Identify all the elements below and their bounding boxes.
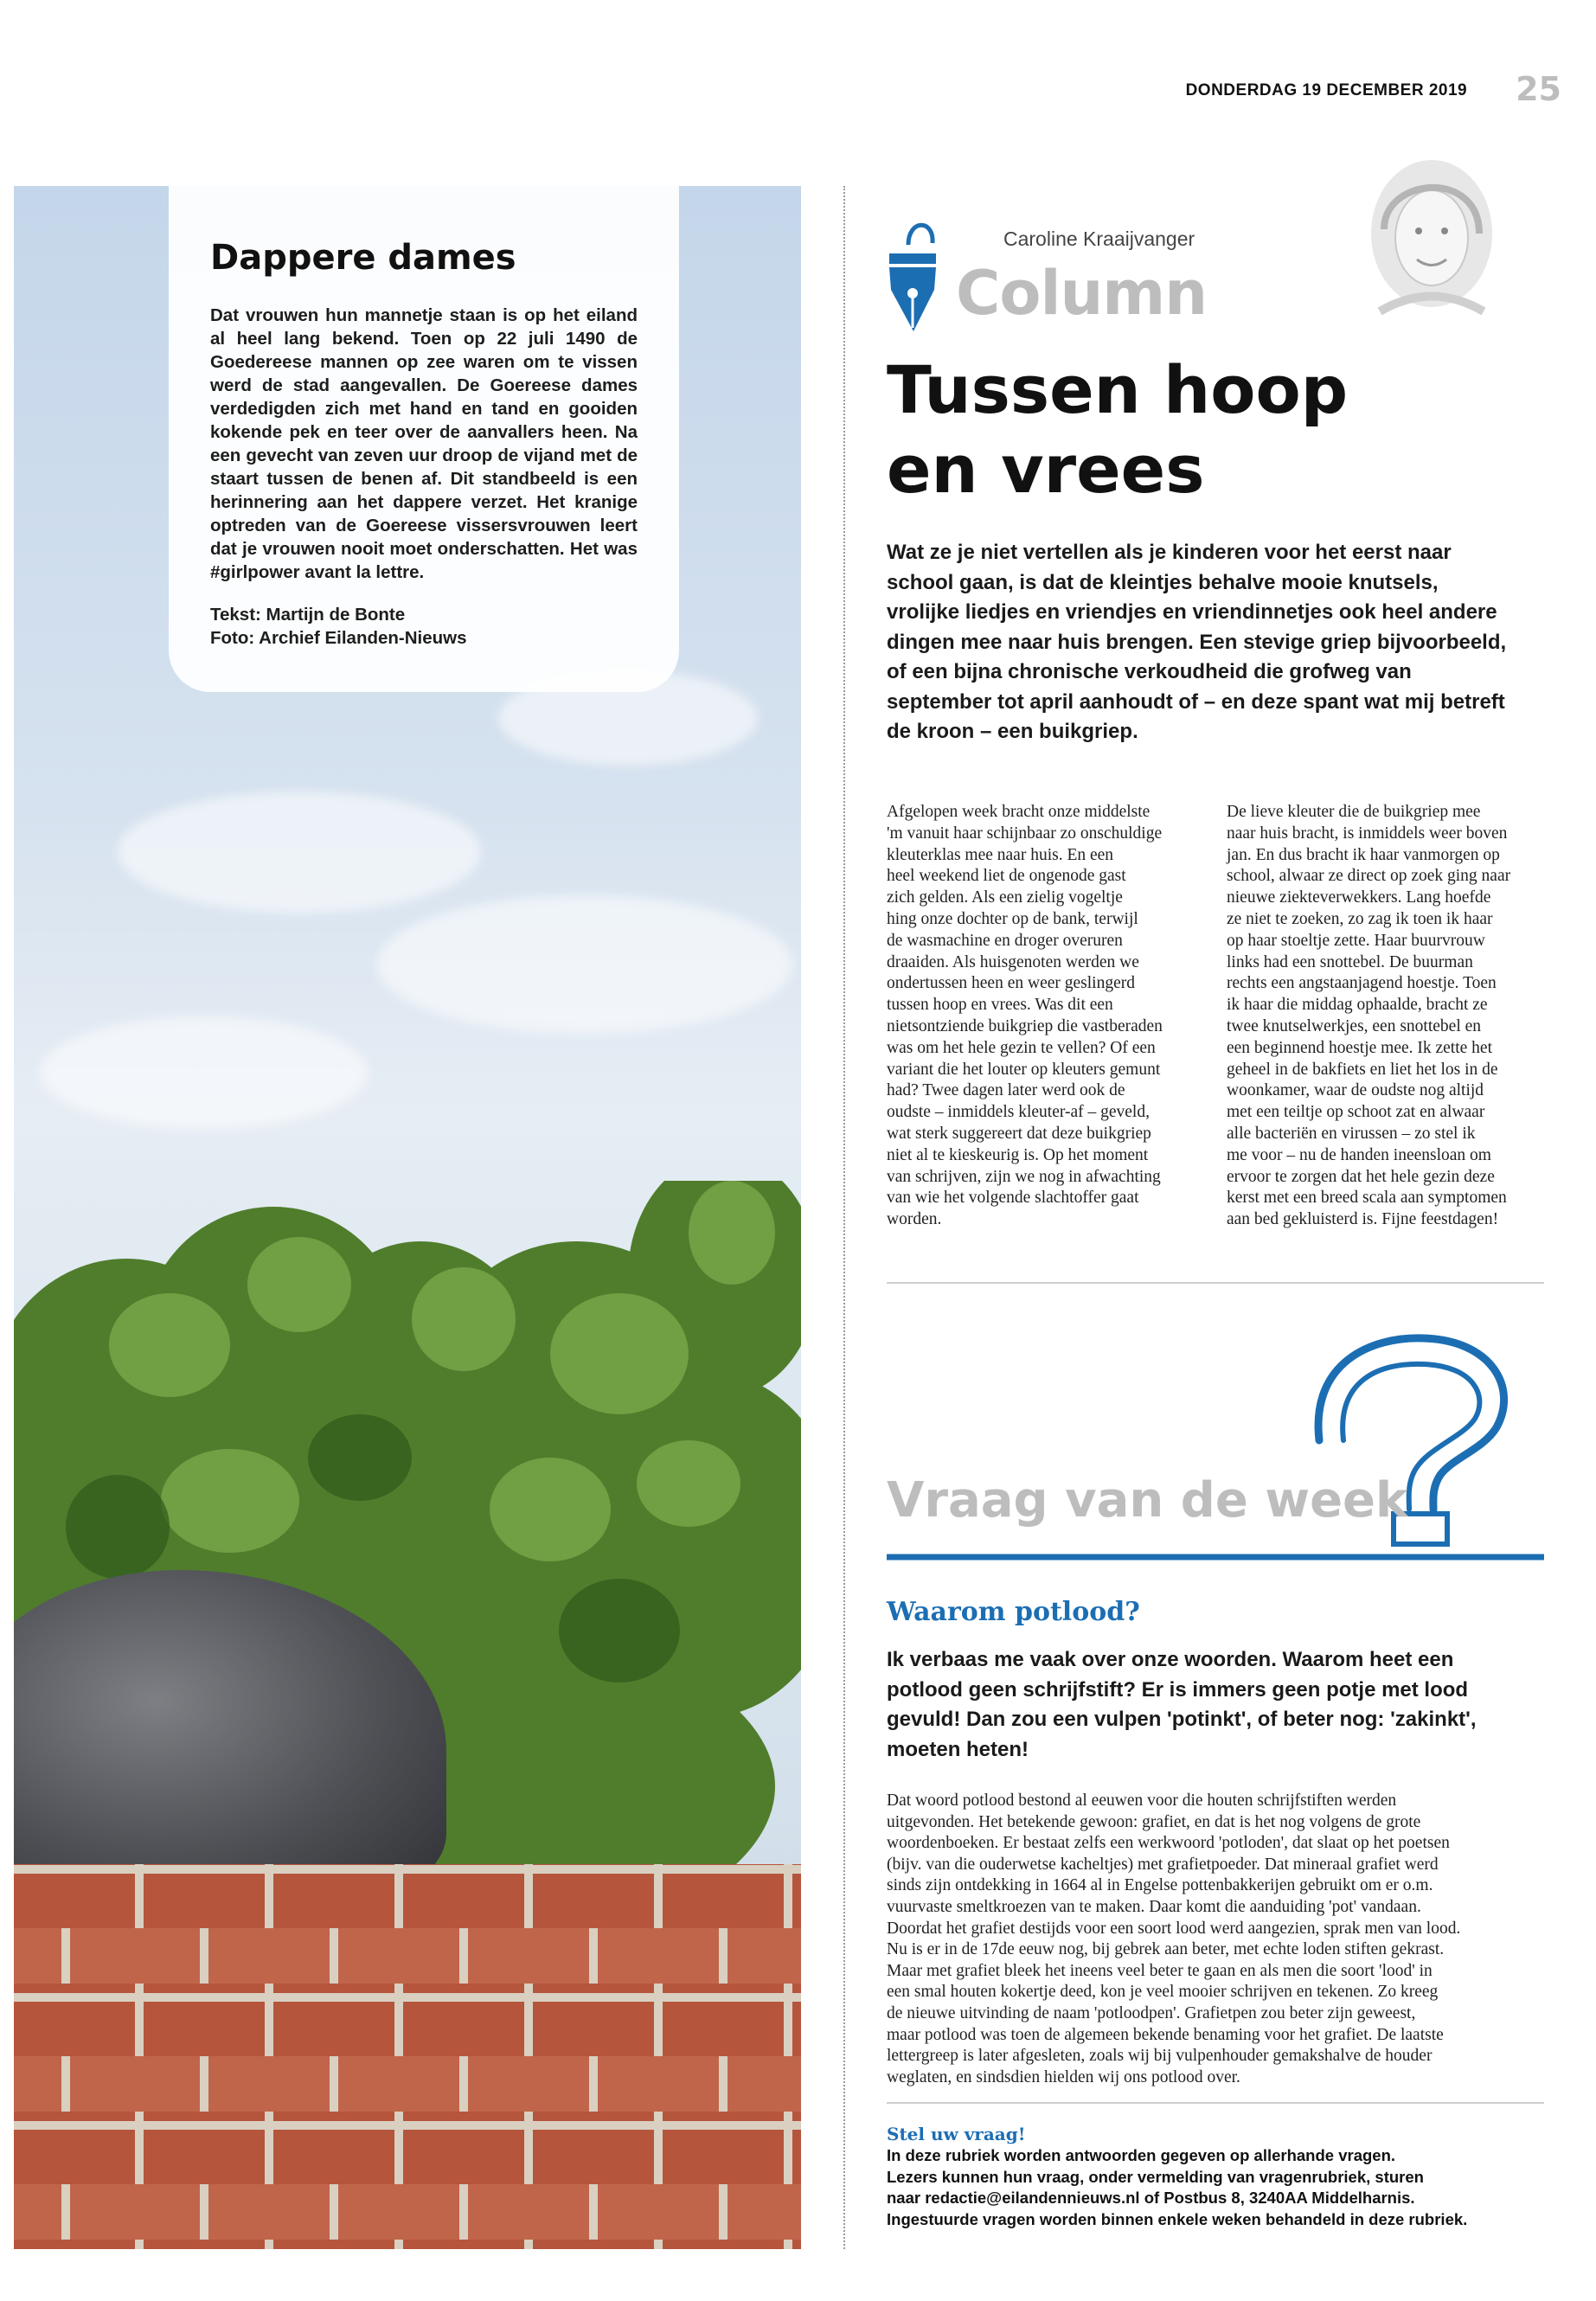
column-body-left: Afgelopen week bracht onze middelste 'm vanuit haar schijnbaar zo onschuldige kleuterklas mee naar huis. En een heel weekend liet de ongenode gast zich gelden. Als een zielig vogeltje hing onze dochter op de bank, terwijl de wasmachine en droger overuren draaiden. Als huisgenoten werden we ondertussen heen en weer geslingerd tussen hoop en vrees. Was dit een nietsontziende buikgriep die vastberaden was om het hele gezin te vellen? Of een variant die het louter op kleuters gemunt had? Twee dagen later werd ook de oudste – inmiddels kleuter-af – geveld, wat sterk suggereert dat deze buikgriep niet al te kieskeurig is. Op het moment van schrijven, zijn we nog in afwachting van wie het volgende slachtoffer gaat worden.: [887, 803, 1163, 1229]
fountain-pen-icon: [882, 210, 943, 340]
submit-question-info: In deze rubriek worden antwoorden gegeven op allerhande vragen. Lezers kunnen hun vraag, onder vermelding van vragenrubriek, sturen naar redactie@eilandennieuws.nl of Postbus 8, 3240AA Middelharnis. Ingestuurde vragen worden binnen enkele weken behandeld in deze rubriek.: [887, 2146, 1468, 2228]
answer-text: Dat woord potlood bestond al eeuwen voor die houten schrijfstiften werden uitgevonden. Het betekende gewoon: grafiet, en dat is het nog volgens de grote woordenboeken. Er bestaat zelfs een werkwoord 'potloden', dat slaat op het poetsen (bijv. van die ouderwetse kacheltjes) met grafietpoeder. Dat mineraal grafiet werd sinds zijn ontdekking in 1664 al in Engelse pottenbakkerijen gebruikt om er o.m. vuurvaste smeltkroezen van te maken. Daar komt die aanduiding 'pot' vandaan. Doordat het grafiet destijds voor een soort lood werd aangezien, sprak men van lood. Nu is er in de 17de eeuw nog, bij gebrek aan beter, met echte loden stiften gekrast. Maar met grafiet bleek het ineens veel beter te gaan en als men die soort 'lood' in een smal houten kokertje deed, kon je veel mooier schrijven en tekenen. Zo kreeg de nieuwe uitvinding de naam 'potloodpen'. Grafietpen zou beter zijn geweest, maar potlood was toen de algemeen bekende benaming voor het grafiet. De laatste lettergreep is later afgesleten, zoals wij bij vulpenhouder gemakshalve de houder weglaten, en sindsdien hielden wij ons potlood over.: [887, 1791, 1461, 2086]
page-number: 25: [1516, 70, 1561, 108]
page-header: [1185, 70, 1561, 108]
section-title: Vraag van de week: [887, 1472, 1408, 1529]
column-author: Caroline Kraaijvanger: [1003, 228, 1195, 250]
column-separator: [843, 186, 845, 2249]
sidebar-text: Dat vrouwen hun mannetje staan is op het eiland al heel lang bekend. Toen op 22 juli 1490 de Goedereese mannen op zee waren om te vissen werd de stad aangevallen. De Goereese dames verdedigden zich met hand en tand en gooiden kokende pek en teer over de aanvallers heen. Na een gevecht van zeven uur droop de vijand met de staart tussen de benen af. Dit standbeeld is een herinnering aan het dappere verzet. Het kranige optreden van de Goereese vissersvrouwen leert dat je vrouwen nooit moet onderschatten. Het was #girlpower avant la lettre.: [210, 305, 638, 582]
section-divider: [887, 1282, 1544, 1284]
author-portrait-sketch: [1358, 151, 1505, 324]
question-heading: Waarom potlood?: [887, 1597, 1140, 1627]
column-body-right: De lieve kleuter die de buikgriep mee naar huis bracht, is inmiddels weer boven jan. En dus bracht ik haar vanmorgen op school, alwaar ze direct op zoek ging naar nieuwe ziekteverwekkers. Lang hoefde ze niet te zoeken, zo zag ik toen ik haar op haar stoeltje zette. Haar buurvrouw links had een snottebel. De buurman rechts een angstaanjagend hoestje. Toen ik haar die middag ophaalde, bracht ze twee knutselwerkjes, een snottebel en een beginnend hoestje mee. Ik zette het geheel in de bakfiets en liet het los in de woonkamer, waar de oudste nog altijd met een teiltje op schoot zat en alwaar alle bacteriën en virussen – zo stel ik me voor – nu de handen ineensloan om ervoor te zorgen dat het hele gezin deze kerst met een breed scala aan symptomen aan bed gekluisterd is. Fijne feestdagen!: [1227, 803, 1511, 1229]
sidebar-title: Dappere dames: [210, 238, 516, 278]
reader-question: Ik verbaas me vaak over onze woorden. Waarom heet een potlood geen schrijfstift? Er is immers geen potje met lood gevuld! Dan zou een vulpen 'potinkt', of beter nog: 'zakinkt', moeten heten!: [887, 1648, 1477, 1761]
column-title-line-1: Tussen hoop: [887, 351, 1349, 428]
issue-date: DONDERDAG 19 DECEMBER 2019: [1185, 81, 1468, 99]
text-credit: Tekst: Martijn de Bonte: [210, 605, 406, 625]
column-title: [887, 350, 1544, 510]
photo-credit: Foto: Archief Eilanden-Nieuws: [210, 628, 467, 648]
brick-wall: [14, 1864, 801, 2249]
photo-caption-card: [169, 186, 679, 692]
column-title-line-2: en vrees: [887, 431, 1205, 508]
credits: [210, 603, 638, 650]
column-label: Column: [956, 258, 1208, 329]
submit-question-heading: Stel uw vraag!: [887, 2124, 1026, 2144]
question-mark-icon: [887, 1328, 1544, 1570]
column-lead: Wat ze je niet vertellen als je kinderen voor het eerst naar school gaan, is dat de kleintjes behalve mooie knutsels, vrolijke liedjes en vriendjes en vriendinnetjes ook heel andere dingen mee naar huis brengen. Een stevige griep bijvoorbeeld, of een bijna chronische verkoudheid die grofweg van september tot april aanhoudt of – en deze spant wat mij betreft de kroon – een buikgriep.: [887, 541, 1507, 743]
footer-divider: [887, 2102, 1544, 2104]
